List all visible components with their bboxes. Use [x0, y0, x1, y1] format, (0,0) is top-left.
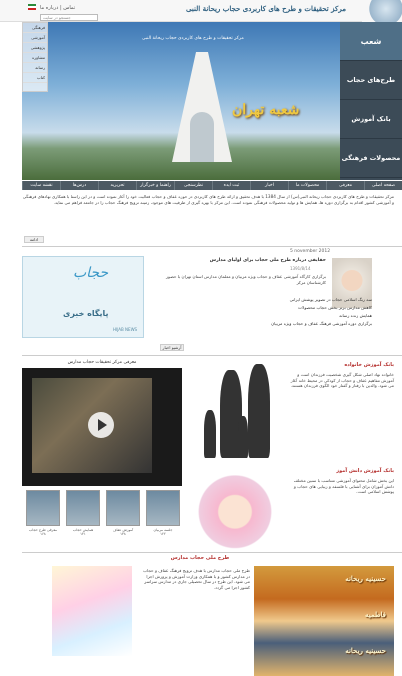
hijab-news-title: پایگاه خبری: [63, 309, 109, 318]
intro-text: مرکز تحقیقات و طرح های کاربردی حجاب ریحانة النبی(س) از سال 1384 با هدف تحقیق و ارائه طرح های کاربردی در حوزه عفاف و حجاب فعالیت خود را آغاز نموده است و در این راستا با همکاری نهادهای فرهنگی و آموزشی کشور اقدام به برگزاری دوره ها، همایش ها و تولید محصولات فرهنگی نموده است. این مرکز با بهره گیری از ظرفیت های موجود، زمینه ترویج فرهنگ حجاب را در جامعه فراهم می نماید.: [22, 194, 394, 205]
sidenav-item-education-bank[interactable]: بانک آموزش: [340, 100, 402, 139]
nav-poll[interactable]: نظرسنجی: [174, 181, 212, 190]
thumbnail-caption: جلسه مربیان ۱۲۲: [153, 528, 173, 536]
news-headline[interactable]: حقایقی درباره طرح ملی حجاب برای اولیای مدارس: [209, 258, 326, 263]
divider: [22, 355, 402, 356]
video-thumbnail[interactable]: [26, 490, 60, 526]
top-bar: [0, 0, 402, 22]
site-title: مرکز تحقیقات و طرح های کاربردی حجاب ریحانة النبی: [186, 4, 346, 13]
school-plan-image: [52, 566, 132, 656]
father-silhouette: [248, 364, 270, 458]
student-girl-image: [190, 465, 280, 550]
hijab-news-subtitle: HIJAB NEWS: [113, 327, 138, 332]
nav-about[interactable]: معرفی: [326, 181, 364, 190]
play-button[interactable]: [88, 412, 114, 438]
quick-menu-item[interactable]: مشاوره: [23, 53, 47, 63]
portrait-caption: حسینیه ریحانه: [345, 646, 386, 655]
family-silhouette-image: [190, 360, 280, 460]
child-silhouette: [238, 416, 248, 458]
nav-editorial[interactable]: تحریریه: [98, 181, 136, 190]
thumbnail-caption: همایش حجاب ۱۴۱: [72, 528, 94, 536]
news-date: 1391/8/14: [290, 266, 311, 271]
video-thumbnail[interactable]: [106, 490, 140, 526]
quick-menu-item[interactable]: کتاب: [23, 73, 47, 83]
news-body: برگزاری کارگاه آموزشی عفاف و حجاب ویژه مربیان و معلمان مدارس استان تهران با حضور کارشناسان مرکز: [166, 274, 326, 285]
sidenav-item-plans[interactable]: طرح‌های حجاب: [340, 61, 402, 100]
video-player[interactable]: [22, 368, 182, 486]
quick-menu-item[interactable]: آموزشی: [23, 33, 47, 43]
school-plan-body: طرح ملی حجاب مدارس با هدف ترویج فرهنگ عفاف و حجاب در مدارس کشور و با همکاری وزارت آموزش و پرورش اجرا می شود. این طرح در سال تحصیلی جاری در مدارس سراسر کشور اجرا می گردد.: [143, 568, 250, 590]
portrait-caption: حسینیه ریحانه: [345, 574, 386, 583]
hijab-news-banner[interactable]: [22, 256, 144, 338]
news-list: [150, 296, 372, 328]
family-section-body: خانواده نهاد اصلی شکل گیری شخصیت فرزندان است و آموزش مفاهیم عفاف و حجاب از کودکی در محیط خانه آغاز می شود. والدین با رفتار و گفتار خود الگوی فرزندان هستند.: [290, 372, 394, 388]
top-links[interactable]: تماس | درباره ما: [40, 5, 76, 11]
flag-icon[interactable]: [28, 4, 36, 10]
intro-more-button[interactable]: ادامه: [24, 236, 44, 243]
quick-menu-item[interactable]: رسانه: [23, 63, 47, 73]
nav-lessons[interactable]: درس‌ها: [60, 181, 98, 190]
hijab-news-logo: حجاب: [73, 265, 109, 281]
divider: [22, 552, 402, 553]
nav-sitemap[interactable]: نقشه سایت: [22, 181, 60, 190]
thumbnail-caption: آموزش عفاف ۱۳۸: [112, 528, 134, 536]
sidenav-item-products[interactable]: محصولات فرهنگی: [340, 139, 402, 178]
nav-products[interactable]: محصولات ما: [288, 181, 326, 190]
news-list-item[interactable]: برگزاری دوره آموزشی فرهنگ عفاف و حجاب ویژه مربیان: [271, 321, 372, 326]
nav-news[interactable]: اخبار: [250, 181, 288, 190]
family-section-title[interactable]: بانک آموزش خانواده: [344, 362, 394, 368]
main-navigation: [22, 181, 402, 190]
video-thumbnail[interactable]: [146, 490, 180, 526]
nav-submit-idea[interactable]: ثبت ایده: [212, 181, 250, 190]
hero-banner: [22, 22, 340, 180]
news-list-item[interactable]: کاهش مدارس برتر بخش حجاب محصولات: [298, 305, 372, 310]
search-input[interactable]: جستجو در سایت: [40, 14, 98, 21]
portrait-caption: فاطمیه: [365, 610, 386, 619]
news-list-item[interactable]: همایش زنده رسانه: [339, 313, 372, 318]
child-silhouette: [204, 410, 216, 458]
quick-menu-item[interactable]: فرهنگی: [23, 23, 47, 33]
quick-menu-item[interactable]: پژوهشی: [23, 43, 47, 53]
hero-title: شعبه تهران: [232, 102, 300, 118]
nav-home[interactable]: صفحه اصلی: [364, 181, 402, 190]
video-thumbnail[interactable]: [66, 490, 100, 526]
play-icon: [98, 419, 107, 431]
logo-icon[interactable]: [362, 0, 402, 22]
video-title: معرفی مرکز تحقیقات حجاب مدارس: [67, 360, 137, 365]
student-section-body: این بخش شامل محتوای آموزشی متناسب با سنین مختلف دانش آموزان برای آشنایی با فلسفه و زیبایی های حجاب و پوشش اسلامی است.: [293, 478, 394, 494]
tower-arch: [190, 112, 214, 162]
news-list-item[interactable]: سه رنگ اسلامی حجاب در تصویر پوشش ایرانی: [289, 297, 372, 302]
student-section-title[interactable]: بانک آموزش دانش آموز: [336, 468, 394, 474]
nav-guide[interactable]: راهنما و خبرگزار: [136, 181, 174, 190]
portraits-banner[interactable]: [254, 566, 394, 676]
thumbnail-caption: معرفی طرح حجاب ۱۶۸: [28, 528, 58, 536]
divider: [22, 246, 402, 247]
news-archive-button[interactable]: آرشیو اخبار: [160, 344, 184, 351]
school-plan-title[interactable]: طرح ملی حجاب مدارس: [170, 555, 230, 561]
hero-quick-menu: [22, 22, 48, 92]
sidenav-item-branches[interactable]: شعب: [340, 22, 402, 61]
hero-caption: مرکز تحقیقات و طرح های کاربردی حجاب ریحانة النبی: [142, 36, 244, 41]
side-navigation: [340, 22, 402, 180]
news-header-date: 5 november 2012: [290, 249, 331, 254]
